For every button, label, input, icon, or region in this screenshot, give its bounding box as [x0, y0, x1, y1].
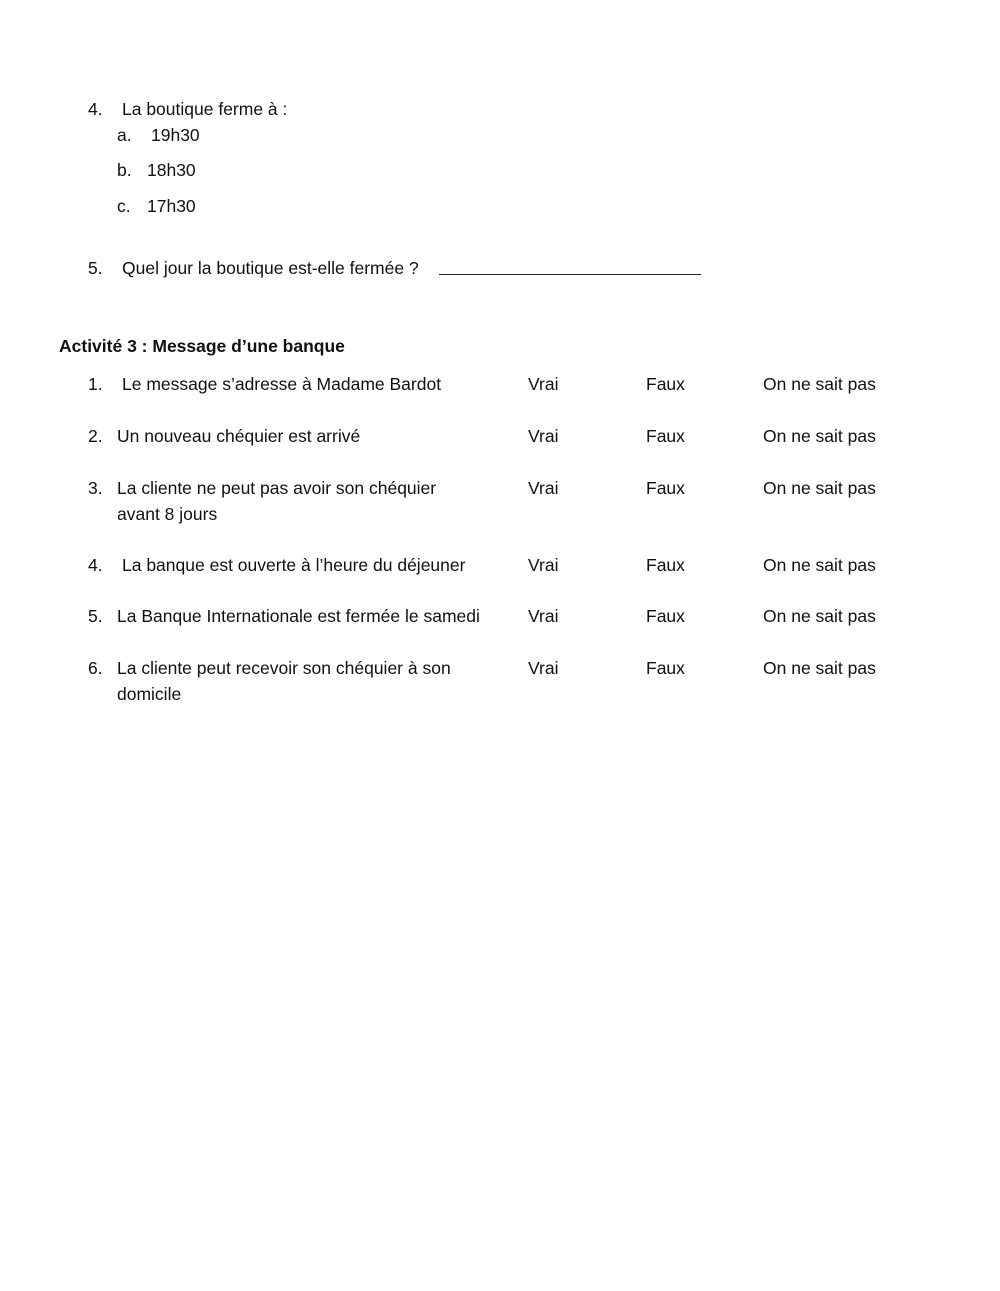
question-4-text: La boutique ferme à : [122, 99, 288, 119]
choice-faux[interactable]: Faux [646, 606, 685, 626]
choice-faux[interactable]: Faux [646, 374, 685, 394]
statement-text-line-2: avant 8 jours [117, 504, 218, 524]
choice-on-ne-sait-pas[interactable]: On ne sait pas [763, 426, 876, 446]
option-a-text[interactable]: 19h30 [151, 125, 200, 145]
choice-faux[interactable]: Faux [646, 555, 685, 575]
statement-text-line-1: La cliente peut recevoir son chéquier à son [117, 658, 451, 678]
statement-number: 5. [88, 606, 103, 626]
statement-number: 4. [88, 555, 103, 575]
statement-text-line-2: domicile [117, 684, 182, 704]
option-c-text[interactable]: 17h30 [147, 196, 196, 216]
choice-on-ne-sait-pas[interactable]: On ne sait pas [763, 658, 876, 678]
statement-number: 1. [88, 374, 103, 394]
question-5-text: Quel jour la boutique est-elle fermée ? [122, 258, 419, 278]
option-a-letter: a. [117, 125, 132, 145]
choice-faux[interactable]: Faux [646, 658, 685, 678]
answer-blank-line[interactable] [439, 258, 701, 280]
statement-text: La banque est ouverte à l’heure du déjeuner [122, 555, 466, 575]
choice-on-ne-sait-pas[interactable]: On ne sait pas [763, 606, 876, 626]
option-c-letter: c. [117, 196, 131, 216]
choice-vrai[interactable]: Vrai [528, 555, 559, 575]
activity-3-heading: Activité 3 : Message d’une banque [59, 336, 345, 356]
choice-faux[interactable]: Faux [646, 426, 685, 446]
choice-on-ne-sait-pas[interactable]: On ne sait pas [763, 555, 876, 575]
choice-vrai[interactable]: Vrai [528, 606, 559, 626]
choice-vrai[interactable]: Vrai [528, 374, 559, 394]
statement-text: Un nouveau chéquier est arrivé [117, 426, 361, 446]
choice-vrai[interactable]: Vrai [528, 658, 559, 678]
statement-text: La Banque Internationale est fermée le samedi [117, 606, 480, 626]
choice-vrai[interactable]: Vrai [528, 426, 559, 446]
question-5-number: 5. [88, 258, 103, 278]
choice-vrai[interactable]: Vrai [528, 478, 559, 498]
statement-number: 6. [88, 658, 103, 678]
option-b-letter: b. [117, 160, 132, 180]
choice-faux[interactable]: Faux [646, 478, 685, 498]
choice-on-ne-sait-pas[interactable]: On ne sait pas [763, 374, 876, 394]
statement-text-line-1: La cliente ne peut pas avoir son chéquier [117, 478, 437, 498]
question-4-number: 4. [88, 99, 103, 119]
option-b-text[interactable]: 18h30 [147, 160, 196, 180]
statement-number: 2. [88, 426, 103, 446]
statement-number: 3. [88, 478, 103, 498]
choice-on-ne-sait-pas[interactable]: On ne sait pas [763, 478, 876, 498]
statement-text: Le message s’adresse à Madame Bardot [122, 374, 442, 394]
